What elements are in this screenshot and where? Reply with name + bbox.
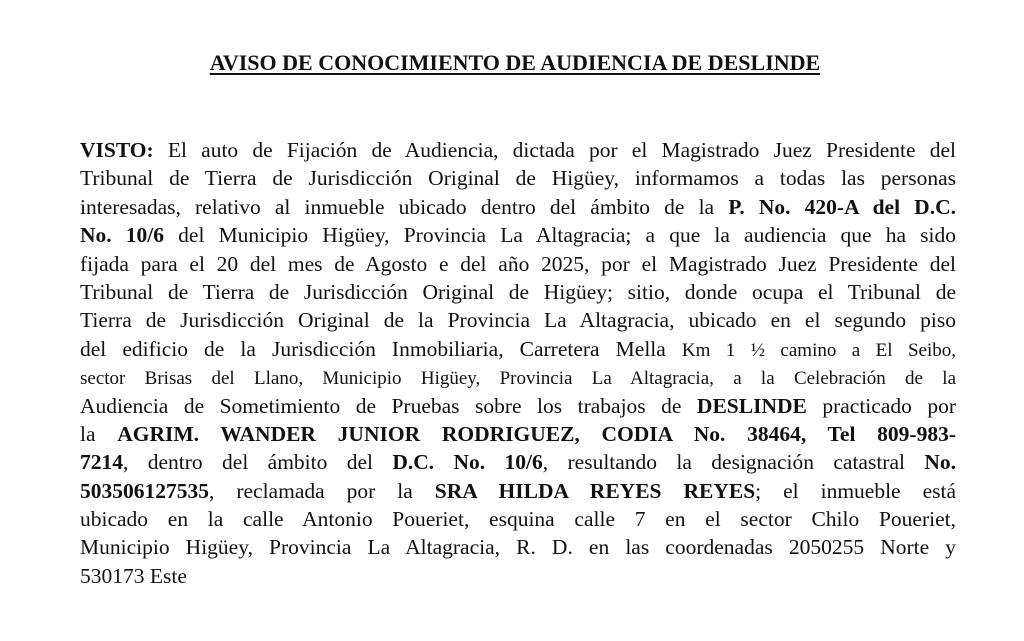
text-segment: ubicado en la calle Antonio Poueriet, esquina calle 7 en el sector Chilo Poueriet, — [80, 507, 956, 532]
text-segment: Tribunal de Tierra de Jurisdicción Original de Higüey; sitio, donde ocupa el Tribunal de — [80, 279, 956, 304]
text-line — [80, 306, 956, 334]
bold-text-segment: SRA HILDA REYES REYES — [434, 478, 756, 503]
text-segment: sector Brisas del Llano, Municipio Higüey, Provincia La Altagracia, a la Celebración de la — [80, 368, 956, 390]
bold-text-segment: DESLINDE — [696, 393, 807, 418]
text-line — [80, 562, 956, 590]
text-segment: , reclamada por la — [209, 478, 435, 503]
text-line — [80, 250, 956, 278]
bold-text-segment: VISTO: — [80, 138, 154, 162]
text-segment: Km 1 ½ camino a El Seibo, — [681, 339, 956, 361]
text-segment: , resultando la designación catastral — [542, 450, 925, 475]
bold-text-segment: 7214 — [80, 450, 123, 475]
text-segment: del Municipio Higüey, Provincia La Altagracia; a que la audiencia que ha sido — [164, 223, 956, 248]
text-segment: ; el inmueble está — [755, 478, 956, 503]
text-segment: fijada para el 20 del mes de Agosto e del año 2025, por el Magistrado Juez Presidente del — [80, 251, 956, 276]
text-line — [80, 448, 956, 476]
text-segment: la — [80, 421, 118, 446]
bold-text-segment: D.C. No. 10/6 — [392, 450, 543, 475]
text-line — [80, 136, 956, 164]
text-line — [80, 221, 956, 249]
text-line — [80, 392, 956, 420]
text-line — [80, 335, 956, 363]
text-segment: practicado por — [806, 393, 956, 418]
text-segment: El auto de Fijación de Audiencia, dictada por el Magistrado Juez Presidente del — [153, 138, 956, 162]
notice-body — [80, 136, 956, 590]
text-line — [80, 193, 956, 221]
text-segment: Audiencia de Sometimiento de Pruebas sobre los trabajos de — [80, 393, 697, 418]
bold-text-segment: No. 10/6 — [80, 223, 165, 248]
text-line — [80, 505, 956, 533]
document-title: AVISO DE CONOCIMIENTO DE AUDIENCIA DE DESLINDE — [209, 50, 821, 75]
text-segment: 530173 Este — [80, 563, 187, 588]
text-line — [80, 477, 956, 505]
bold-text-segment: P. No. 420-A del D.C. — [728, 194, 956, 219]
text-segment: Tribunal de Tierra de Jurisdicción Original de Higüey, informamos a todas las personas — [80, 166, 956, 191]
text-line — [80, 533, 956, 561]
text-line — [80, 363, 956, 391]
text-segment: , dentro del ámbito del — [123, 450, 393, 475]
bold-text-segment: 503506127535 — [80, 478, 209, 503]
bold-text-segment: No. — [924, 450, 956, 475]
bold-text-segment: AGRIM. WANDER JUNIOR RODRIGUEZ, CODIA No. 38464, Tel 809-983- — [117, 421, 956, 446]
text-line — [80, 278, 956, 306]
text-segment: Tierra de Jurisdicción Original de la Provincia La Altagracia, ubicado en el segundo piso — [80, 308, 956, 333]
text-segment: interesadas, relativo al inmueble ubicado dentro del ámbito de la — [80, 194, 729, 219]
text-line — [80, 164, 956, 192]
text-segment: Municipio Higüey, Provincia La Altagracia, R. D. en las coordenadas 2050255 Norte y — [80, 535, 956, 560]
text-segment: del edificio de la Jurisdicción Inmobiliaria, Carretera Mella — [80, 336, 682, 361]
text-line — [80, 420, 956, 448]
